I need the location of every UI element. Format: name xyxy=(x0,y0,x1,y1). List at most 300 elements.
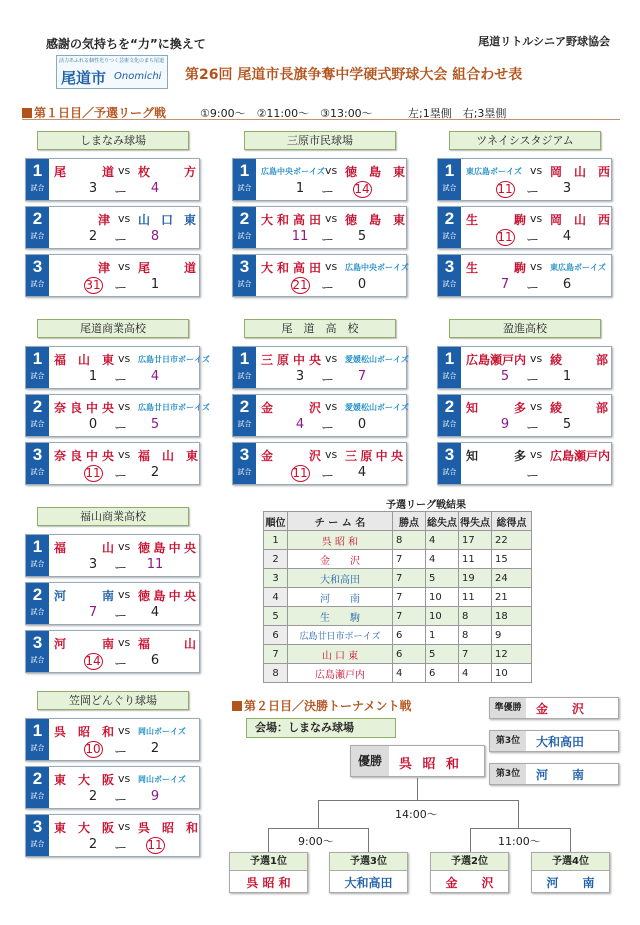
table-cell: 呉 昭 和 xyxy=(288,531,393,550)
team-right: 広島廿日市ボーイズ xyxy=(138,403,210,412)
game-card xyxy=(437,254,612,297)
team-right: 綾 部 xyxy=(550,401,608,415)
table-cell: 4 xyxy=(426,531,459,550)
vs-label: vs xyxy=(118,820,131,833)
team-right: 徳 島 東 xyxy=(345,165,406,179)
team-right: 福 山 xyxy=(138,637,196,651)
team-left: 知 多 xyxy=(466,449,526,463)
team-left: 生 駒 xyxy=(466,213,526,227)
table-cell: 6 xyxy=(393,645,426,664)
game-number-label: 試合 xyxy=(30,372,45,380)
team-right: 岡 山 西 xyxy=(550,165,611,179)
game-number-digit: 3 xyxy=(32,633,43,652)
score-dash: ー xyxy=(114,793,128,808)
score: 4 xyxy=(150,605,160,620)
vs-label: vs xyxy=(118,448,131,461)
table-cell: 7 xyxy=(393,550,426,569)
game-number xyxy=(233,207,256,248)
bracket-line xyxy=(570,828,571,852)
game-number-label: 試合 xyxy=(442,420,457,428)
table-row xyxy=(264,569,532,588)
score: 1 xyxy=(88,369,98,384)
vs-label: vs xyxy=(118,164,131,177)
team-right: 徳島中央 xyxy=(138,589,196,603)
score: 4 xyxy=(357,465,367,480)
game-number-label: 試合 xyxy=(237,232,252,240)
seed-team: 呉 昭 和 xyxy=(246,876,291,890)
third-b-team: 河 南 xyxy=(536,768,585,782)
team-right: 広島瀬戸内 xyxy=(550,449,611,463)
venue-header: しまなみ球場 xyxy=(37,131,189,150)
table-cell: 2 xyxy=(264,550,288,569)
table-cell: 6 xyxy=(426,664,459,683)
venue-header: 笠岡どんぐり球場 xyxy=(37,691,189,710)
team-left: 大和高田 xyxy=(261,213,321,227)
score-dash: ー xyxy=(114,561,128,576)
score xyxy=(287,465,313,482)
game-card xyxy=(25,394,210,437)
score: 9 xyxy=(150,789,160,804)
venue-header: 尾道商業高校 xyxy=(37,319,189,338)
seed-label: 予選4位 xyxy=(532,853,609,871)
seed-team: 大和高田 xyxy=(344,876,393,890)
score-dash: ー xyxy=(321,373,335,388)
table-cell: 5 xyxy=(264,607,288,626)
game-card xyxy=(437,442,612,485)
third-a-box xyxy=(489,730,619,752)
score xyxy=(142,837,168,854)
game-number xyxy=(438,347,461,388)
table-cell: 22 xyxy=(492,531,532,550)
runner-up-box xyxy=(489,697,619,719)
third-b-label: 第3位 xyxy=(490,764,526,784)
game-number xyxy=(233,395,256,436)
score-dash: ー xyxy=(321,421,335,436)
team-left: 福 山 東 xyxy=(54,353,115,367)
score: 3 xyxy=(88,557,98,572)
team-left: 福 山 xyxy=(54,541,114,555)
vs-label: vs xyxy=(118,352,131,365)
game-number-digit: 3 xyxy=(239,257,250,276)
table-row xyxy=(264,550,532,569)
vs-label: vs xyxy=(325,212,338,225)
vs-label: vs xyxy=(325,164,338,177)
score xyxy=(287,277,313,294)
third-b-box xyxy=(489,763,619,785)
table-cell: 8 xyxy=(459,607,492,626)
team-left: 生 駒 xyxy=(466,261,526,275)
score: 5 xyxy=(562,417,572,432)
team-left: 広島中央ボーイズ xyxy=(261,167,325,176)
logo-romaji: Onomichi xyxy=(114,71,162,82)
score-dash: ー xyxy=(321,233,335,248)
seed-box xyxy=(531,852,610,893)
seed-box xyxy=(329,852,408,893)
game-card xyxy=(25,718,200,761)
table-cell: 4 xyxy=(264,588,288,607)
bracket-line xyxy=(368,828,369,852)
score: 5 xyxy=(357,229,367,244)
vs-label: vs xyxy=(530,212,543,225)
game-number xyxy=(26,815,49,856)
score: 9 xyxy=(500,417,510,432)
score: 11 xyxy=(146,557,164,572)
score: 2 xyxy=(150,741,160,756)
team-left: 奈良中央 xyxy=(54,401,114,415)
seed-team: 河 南 xyxy=(546,876,595,890)
game-number-label: 試合 xyxy=(30,656,45,664)
results-header-cell: 総失点 xyxy=(426,512,459,531)
game-number-label: 試合 xyxy=(30,560,45,568)
game-number-digit: 1 xyxy=(32,161,43,180)
vs-label: vs xyxy=(118,724,131,737)
bracket-line xyxy=(268,828,368,829)
game-number xyxy=(438,207,461,248)
table-row xyxy=(264,588,532,607)
vs-label: vs xyxy=(325,260,338,273)
game-card xyxy=(232,346,407,389)
seed-label: 予選2位 xyxy=(431,853,508,871)
called-game-circle: 21 xyxy=(292,278,308,292)
score-dash: ー xyxy=(114,657,128,672)
results-header-row xyxy=(264,512,532,531)
game-number xyxy=(233,347,256,388)
champion-label: 優勝 xyxy=(351,746,389,776)
game-number-digit: 1 xyxy=(32,721,43,740)
team-left: 河 南 xyxy=(54,589,114,603)
game-number-digit: 1 xyxy=(239,349,250,368)
team-left: 金 沢 xyxy=(261,449,321,463)
bracket-line xyxy=(518,800,519,828)
score: 0 xyxy=(357,417,367,432)
logo-name: 尾道市 xyxy=(61,69,107,87)
game-card xyxy=(232,254,407,297)
score: 6 xyxy=(150,653,160,668)
score xyxy=(492,229,518,246)
score: 8 xyxy=(150,229,160,244)
score: 4 xyxy=(150,181,160,196)
team-right: 広島廿日市ボーイズ xyxy=(138,355,210,364)
game-number xyxy=(26,631,49,672)
game-number xyxy=(26,159,49,200)
game-number-label: 試合 xyxy=(30,468,45,476)
team-right: 徳 島 東 xyxy=(345,213,406,227)
results-header-cell: 順位 xyxy=(264,512,288,531)
slogan: 感謝の気持ちを“力”に換えて xyxy=(46,37,206,51)
team-right: 三原中央 xyxy=(345,449,403,463)
seed-box xyxy=(430,852,509,893)
bracket-line xyxy=(318,800,518,801)
game-number-digit: 2 xyxy=(444,397,455,416)
results-header-cell: チ ー ム 名 xyxy=(288,512,393,531)
table-cell: 1 xyxy=(426,626,459,645)
score: 4 xyxy=(150,369,160,384)
table-cell: 金 沢 xyxy=(288,550,393,569)
score-dash: ー xyxy=(114,185,128,200)
game-number-digit: 3 xyxy=(32,257,43,276)
score: 2 xyxy=(88,837,98,852)
team-left: 東 大 阪 xyxy=(54,773,115,787)
team-left: 河 南 xyxy=(54,637,114,651)
bracket-line xyxy=(268,828,269,852)
called-game-circle: 11 xyxy=(147,838,163,852)
results-title: 予選リーグ戦結果 xyxy=(386,500,466,511)
score: 2 xyxy=(88,229,98,244)
table-row xyxy=(264,607,532,626)
game-number-digit: 1 xyxy=(444,161,455,180)
team-right: 愛媛松山ボーイズ xyxy=(345,355,409,364)
team-right: 岡山ボーイズ xyxy=(138,727,186,736)
table-cell: 21 xyxy=(492,588,532,607)
game-number-label: 試合 xyxy=(442,232,457,240)
score: 2 xyxy=(88,789,98,804)
score-dash: ー xyxy=(526,281,540,296)
score: 0 xyxy=(88,417,98,432)
game-card xyxy=(25,442,200,485)
table-cell: 6 xyxy=(393,626,426,645)
game-card xyxy=(25,630,200,673)
table-cell: 7 xyxy=(393,607,426,626)
game-number xyxy=(233,443,256,484)
score xyxy=(80,741,106,758)
score: 11 xyxy=(291,229,309,244)
game-card xyxy=(437,206,612,249)
team-right: 綾 部 xyxy=(550,353,608,367)
vs-label: vs xyxy=(118,400,131,413)
table-cell: 12 xyxy=(492,645,532,664)
table-row xyxy=(264,626,532,645)
venue-header: 盈進高校 xyxy=(449,319,601,338)
results-header-cell: 得失点 xyxy=(459,512,492,531)
vs-label: vs xyxy=(118,540,131,553)
game-card xyxy=(437,158,612,201)
team-right: 岡 山 西 xyxy=(550,213,611,227)
game-number-digit: 2 xyxy=(32,397,43,416)
game-number-digit: 1 xyxy=(32,349,43,368)
called-game-circle: 31 xyxy=(85,278,101,292)
game-card xyxy=(25,158,200,201)
team-right: 枚 方 xyxy=(138,165,196,179)
organizer: 尾道リトルシニア野球協会 xyxy=(478,35,610,48)
game-number-digit: 1 xyxy=(239,161,250,180)
game-number xyxy=(438,255,461,296)
game-number xyxy=(26,535,49,576)
game-card xyxy=(25,814,200,857)
bracket-line xyxy=(470,828,471,852)
game-number xyxy=(26,719,49,760)
called-game-circle: 11 xyxy=(497,230,513,244)
team-left: 大和高田 xyxy=(261,261,321,275)
game-number-label: 試合 xyxy=(30,232,45,240)
score-dash: ー xyxy=(114,421,128,436)
score: 1 xyxy=(150,277,160,292)
table-cell: 4 xyxy=(393,664,426,683)
team-left: 東広島ボーイズ xyxy=(466,167,522,176)
table-row xyxy=(264,531,532,550)
game-number-label: 試合 xyxy=(442,372,457,380)
table-cell: 1 xyxy=(264,531,288,550)
vs-label: vs xyxy=(118,772,131,785)
game-number-label: 試合 xyxy=(30,792,45,800)
game-number-digit: 1 xyxy=(32,537,43,556)
vs-label: vs xyxy=(325,400,338,413)
game-number-digit: 2 xyxy=(444,209,455,228)
team-right: 愛媛松山ボーイズ xyxy=(345,403,409,412)
team-right: 広島中央ボーイズ xyxy=(345,263,409,272)
score-dash: ー xyxy=(114,233,128,248)
team-right: 尾 道 xyxy=(138,261,196,275)
table-cell: 3 xyxy=(264,569,288,588)
table-cell: 生 駒 xyxy=(288,607,393,626)
vs-label: vs xyxy=(530,448,543,461)
game-number xyxy=(438,159,461,200)
table-cell: 6 xyxy=(264,626,288,645)
table-cell: 7 xyxy=(393,588,426,607)
team-right: 徳島中央 xyxy=(138,541,196,555)
team-left: 津 xyxy=(97,261,110,275)
team-left: 広島瀬戸内 xyxy=(466,353,527,367)
table-cell: 10 xyxy=(492,664,532,683)
venue-header: 尾 道 高 校 xyxy=(244,319,396,338)
game-card xyxy=(25,582,200,625)
game-card xyxy=(232,158,407,201)
team-left: 三原中央 xyxy=(261,353,321,367)
score: 7 xyxy=(500,277,510,292)
game-number-label: 試合 xyxy=(30,184,45,192)
square-icon xyxy=(232,701,242,711)
game-number-label: 試合 xyxy=(237,184,252,192)
table-cell: 4 xyxy=(426,550,459,569)
table-cell: 広島瀬戸内 xyxy=(288,664,393,683)
table-cell: 24 xyxy=(492,569,532,588)
game-number-digit: 3 xyxy=(32,445,43,464)
game-card xyxy=(25,534,200,577)
game-number xyxy=(233,159,256,200)
team-left: 金 沢 xyxy=(261,401,321,415)
square-icon xyxy=(22,108,32,118)
vs-label: vs xyxy=(530,352,543,365)
venue-header: ツネイシスタジアム xyxy=(449,131,601,150)
champion-team: 呉 昭 和 xyxy=(399,757,463,772)
team-left: 呉 昭 和 xyxy=(54,725,115,739)
results-body xyxy=(264,531,532,683)
venue-header: 福山商業高校 xyxy=(37,507,189,526)
called-game-circle: 14 xyxy=(354,182,370,196)
score-dash: ー xyxy=(526,469,540,484)
score: 1 xyxy=(295,181,305,196)
table-cell: 河 南 xyxy=(288,588,393,607)
team-left: 尾 道 xyxy=(54,165,114,179)
game-number xyxy=(26,207,49,248)
score-dash: ー xyxy=(526,185,540,200)
final-time: 14:00～ xyxy=(395,808,438,821)
table-cell: 8 xyxy=(459,626,492,645)
table-cell: 8 xyxy=(393,531,426,550)
table-row xyxy=(264,645,532,664)
game-number-label: 試合 xyxy=(442,184,457,192)
vs-label: vs xyxy=(325,448,338,461)
table-cell: 8 xyxy=(264,664,288,683)
table-cell: 7 xyxy=(393,569,426,588)
third-a-label: 第3位 xyxy=(490,731,526,751)
score-dash: ー xyxy=(526,233,540,248)
called-game-circle: 11 xyxy=(497,182,513,196)
table-cell: 5 xyxy=(426,645,459,664)
game-card xyxy=(25,206,200,249)
final-venue: 会場：しまなみ球場 xyxy=(246,718,396,738)
semi-right-time: 11:00～ xyxy=(498,835,541,848)
team-right: 東広島ボーイズ xyxy=(550,263,606,272)
game-number-label: 試合 xyxy=(237,420,252,428)
called-game-circle: 11 xyxy=(85,466,101,480)
team-left: 津 xyxy=(97,213,110,227)
divider xyxy=(22,119,620,120)
table-cell: 7 xyxy=(264,645,288,664)
game-number xyxy=(26,395,49,436)
game-number-label: 試合 xyxy=(237,372,252,380)
score-dash: ー xyxy=(526,373,540,388)
seed-team: 金 沢 xyxy=(445,876,494,890)
game-number xyxy=(26,767,49,808)
team-left: 奈良中央 xyxy=(54,449,114,463)
vs-label: vs xyxy=(118,260,131,273)
team-right: 福 山 東 xyxy=(138,449,199,463)
vs-label: vs xyxy=(530,400,543,413)
game-times: ①9:00～ ②11:00～ ③13:00～ xyxy=(200,107,373,120)
game-number xyxy=(26,583,49,624)
game-number-digit: 2 xyxy=(32,209,43,228)
bracket-line xyxy=(470,828,570,829)
table-cell: 17 xyxy=(459,531,492,550)
game-number-label: 試合 xyxy=(237,468,252,476)
score-dash: ー xyxy=(321,185,335,200)
score: 7 xyxy=(357,369,367,384)
game-number-digit: 2 xyxy=(239,209,250,228)
game-number xyxy=(438,395,461,436)
vs-label: vs xyxy=(118,212,131,225)
table-cell: 18 xyxy=(492,607,532,626)
score-dash: ー xyxy=(114,609,128,624)
bracket-line xyxy=(417,778,418,800)
score-dash: ー xyxy=(526,421,540,436)
table-cell: 10 xyxy=(426,588,459,607)
score: 5 xyxy=(500,369,510,384)
logo-tagline: 活力あふれる個性光りつく芸術文化のまち尾道 xyxy=(59,58,165,64)
vs-label: vs xyxy=(530,164,543,177)
game-number-digit: 3 xyxy=(444,257,455,276)
score: 4 xyxy=(295,417,305,432)
table-cell: 10 xyxy=(426,607,459,626)
game-card xyxy=(437,346,612,389)
score xyxy=(80,653,106,670)
score-dash: ー xyxy=(321,281,335,296)
score: 3 xyxy=(295,369,305,384)
score: 7 xyxy=(88,605,98,620)
seed-label: 予選1位 xyxy=(230,853,307,871)
score xyxy=(492,181,518,198)
game-number-digit: 3 xyxy=(444,445,455,464)
score xyxy=(80,277,106,294)
vs-label: vs xyxy=(118,588,131,601)
game-number-label: 試合 xyxy=(442,468,457,476)
game-card xyxy=(232,206,407,249)
table-cell: 大和高田 xyxy=(288,569,393,588)
game-card xyxy=(232,394,407,437)
score xyxy=(349,181,375,198)
score: 6 xyxy=(562,277,572,292)
runner-up-label: 準優勝 xyxy=(490,698,526,718)
score: 5 xyxy=(150,417,160,432)
